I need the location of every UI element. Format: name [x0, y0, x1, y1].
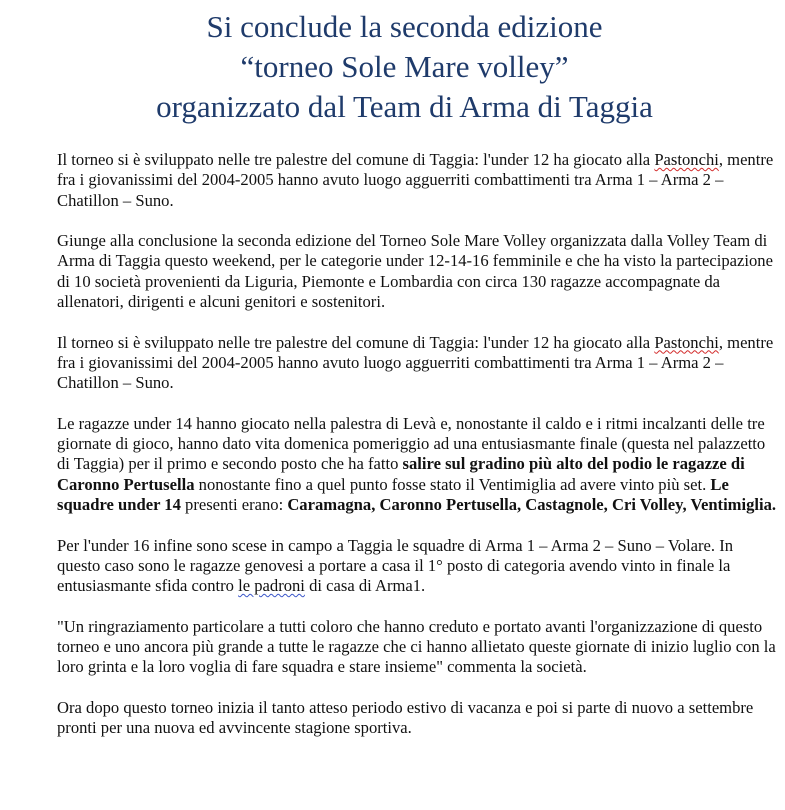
- title-line-3: organizzato dal Team di Arma di Taggia: [156, 89, 653, 124]
- paragraph-2: Giunge alla conclusione la seconda edizione del Torneo Sole Mare Volley organizzata dalla Volley Team di Arma di Taggia questo weekend, per le categorie under 12-14-16 femminile e che ha visto la partecipazione di 10 società provenienti da Liguria, Piemonte e Lombardia con circa 130 ragazze accompagnate da allenatori, dirigenti e alcuni genitori e sostenitori.: [57, 231, 773, 312]
- paragraph-1-text-a: Il torneo si è sviluppato nelle tre palestre del comune di Taggia: l'under 12 ha giocato alla: [57, 150, 655, 169]
- paragraph-3-text-b: , mentre fra i giovanissimi del 2004-2005 hanno avuto luogo agguerriti combattimenti tra Arma 1 – Arma 2 – Chatillon – Suno.: [57, 332, 774, 393]
- paragraph-1-text-b: , mentre fra i giovanissimi del 2004-2005 hanno avuto luogo agguerriti combattimenti tra Arma 1 – Arma 2 – Chatillon – Suno.: [57, 150, 774, 210]
- paragraph-4-text-b: nonostante fino a quel punto fosse stato il Ventimiglia ad avere vinto più set.: [194, 474, 711, 494]
- paragraph-3-text-a: Il torneo si è sviluppato nelle tre palestre del comune di Taggia: l'under 12 ha giocato alla: [57, 332, 655, 352]
- article-body: [57, 150, 777, 759]
- paragraph-5: [57, 536, 777, 597]
- paragraph-1: [57, 150, 777, 211]
- spellcheck-word-pastonchi: Pastonchi: [654, 332, 719, 352]
- paragraph-5-text-b: di casa di Arma1.: [304, 576, 426, 596]
- paragraph-7: Ora dopo questo torneo inizia il tanto atteso periodo estivo di vacanza e poi si parte di nuovo a settembre pronti per una nuova ed avvincente stagione sportiva.: [57, 698, 754, 738]
- title-line-2: “torneo Sole Mare volley”: [240, 49, 569, 84]
- title-line-1: Si conclude la seconda edizione: [206, 9, 603, 44]
- grammar-phrase-le-padroni: le padroni: [238, 576, 305, 596]
- article-title: [0, 0, 785, 127]
- paragraph-4-text-c: presenti erano:: [180, 495, 288, 515]
- spellcheck-word-pastonchi: Pastonchi: [654, 150, 719, 169]
- paragraph-4-bold-podium: salire sul gradino più alto del podio le ragazze di Caronno Pertusella: [57, 454, 745, 494]
- paragraph-4-bold-teams-list: Caramagna, Caronno Pertusella, Castagnole, Cri Volley, Ventimiglia.: [287, 495, 777, 515]
- paragraph-4: [57, 414, 777, 515]
- paragraph-5-text-a: Per l'under 16 infine sono scese in campo a Taggia le squadre di Arma 1 – Arma 2 – Suno – Volare. In questo caso sono le ragazze genovesi a portare a casa il 1° posto di categoria avendo vinto in finale la entusiasmante sfida contro: [57, 535, 734, 596]
- paragraph-3: [57, 333, 777, 394]
- paragraph-4-bold-teams-label: Le squadre under 14: [57, 474, 729, 515]
- paragraph-6-quote: "Un ringraziamento particolare a tutti coloro che hanno creduto e portato avanti l'organizzazione di questo torneo e uno ancora più grande a tutte le ragazze che ci hanno allietato queste giornate di inizio luglio con la loro grinta e la loro voglia di fare squadra e stare insieme" commenta la società.: [57, 616, 776, 677]
- paragraph-4-text-a: Le ragazze under 14 hanno giocato nella palestra di Levà e, nonostante il caldo e i ritmi incalzanti delle tre giornate di gioco, hanno dato vita domenica pomeriggio ad una entusiasmante finale (questa nel palazzetto di Taggia) per il primo e secondo posto che ha fatto: [57, 413, 766, 474]
